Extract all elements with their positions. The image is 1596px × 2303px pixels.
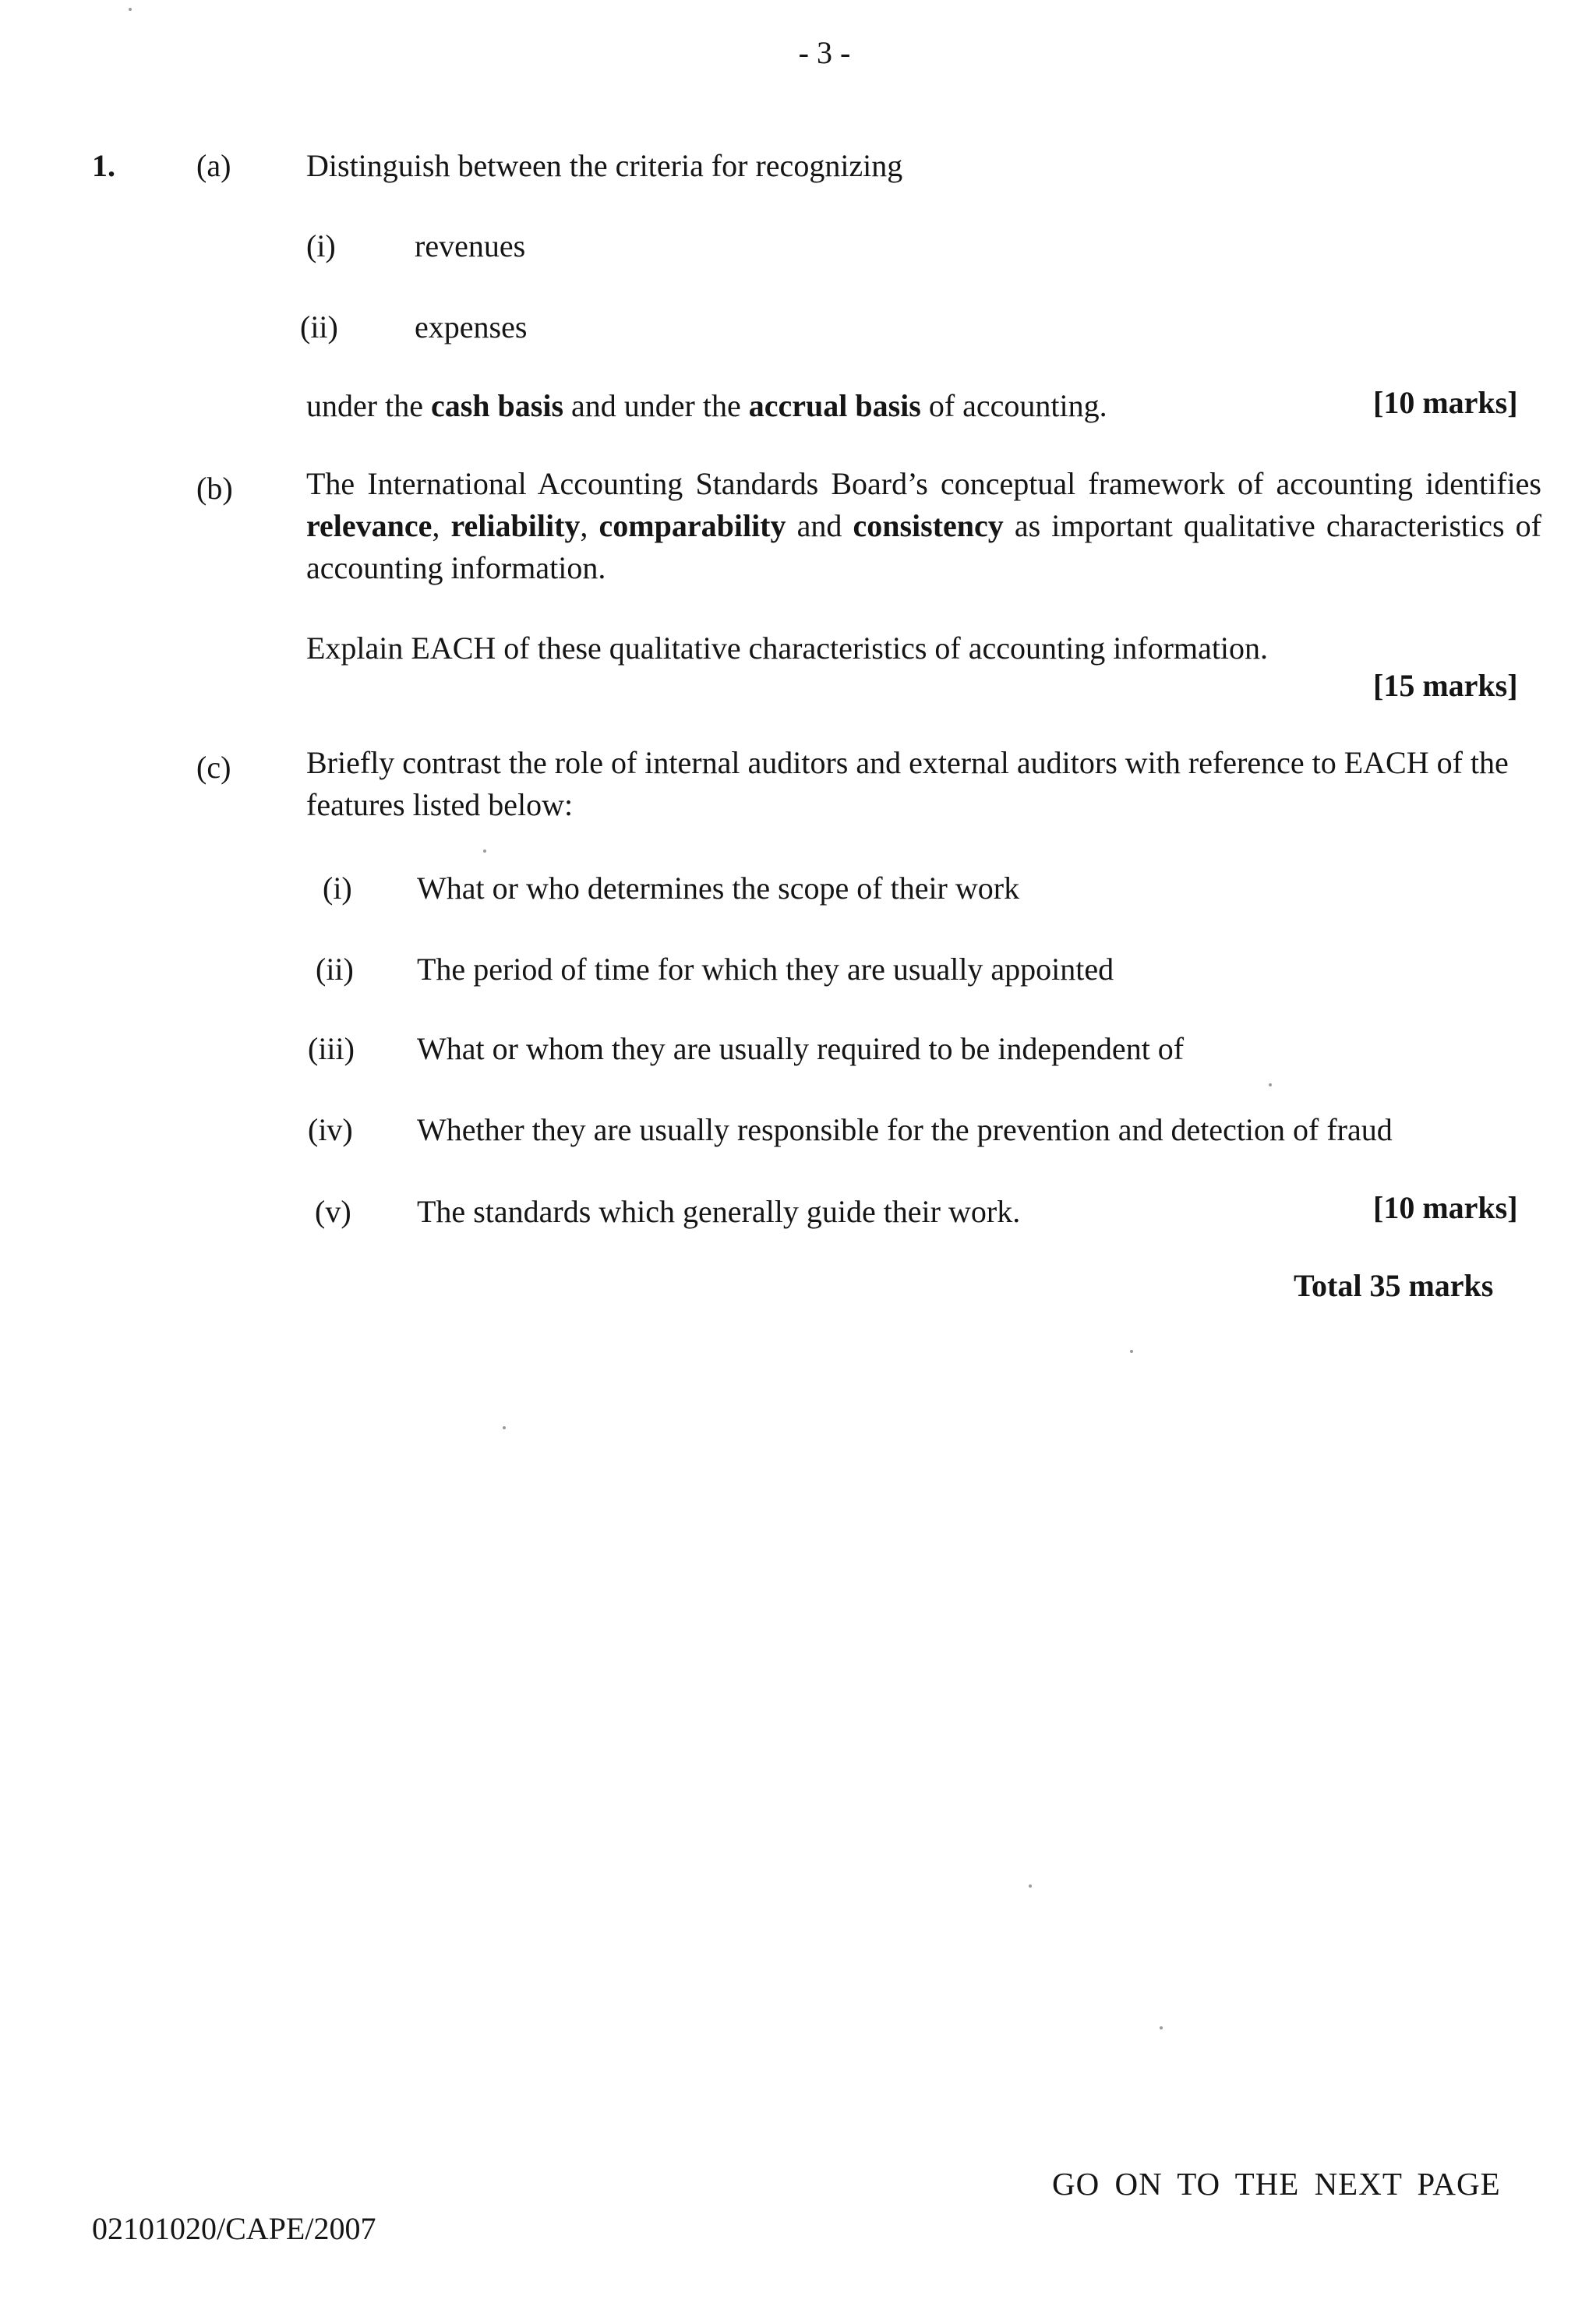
question-number: 1. xyxy=(92,148,115,183)
part-b-marks: [15 marks] xyxy=(1373,668,1518,703)
part-b-instruction: Explain EACH of these qualitative characteristics of accounting information. xyxy=(306,630,1269,666)
part-a-conclusion xyxy=(306,390,1107,422)
part-c-item-num: (ii) xyxy=(316,952,354,987)
part-a-item-num: (ii) xyxy=(300,309,338,344)
scan-speck xyxy=(1130,1350,1133,1353)
part-c-stem: Briefly contrast the role of internal auditors and external auditors with reference to EACH of the features listed below: xyxy=(306,745,1509,822)
scan-speck xyxy=(503,1426,506,1429)
paper-code: 02101020/CAPE/2007 xyxy=(92,2211,376,2246)
part-c-item-num: (i) xyxy=(323,871,352,906)
go-on-notice: GO ON TO THE NEXT PAGE xyxy=(1052,2166,1501,2202)
text-run: and xyxy=(786,508,853,543)
part-c-item-num: (v) xyxy=(315,1194,351,1229)
part-a-label: (a) xyxy=(196,148,231,183)
part-b-paragraph xyxy=(306,463,1541,589)
scan-speck xyxy=(129,8,132,11)
bold-term: accrual basis xyxy=(748,388,921,423)
scan-speck xyxy=(1160,2026,1163,2029)
part-c-item-text: Whether they are usually responsible for the prevention and detection of fraud xyxy=(417,1112,1393,1147)
text-run: as important qualitative characteristics of accounting information. xyxy=(306,508,1541,585)
scan-speck xyxy=(1269,1083,1272,1086)
page-number: - 3 - xyxy=(798,35,851,70)
scan-speck xyxy=(1029,1884,1032,1888)
part-c-item-text: What or whom they are usually required to be independent of xyxy=(417,1031,1185,1066)
text-run: under the xyxy=(306,388,431,423)
bold-term: reliability xyxy=(450,508,581,543)
text-run: The International Accounting Standards Board’s conceptual framework of accounting identifies xyxy=(306,466,1541,501)
part-a-stem: Distinguish between the criteria for recognizing xyxy=(306,148,903,183)
scan-speck xyxy=(483,849,486,853)
total-marks: Total 35 marks xyxy=(1294,1268,1494,1303)
part-c-label: (c) xyxy=(196,750,231,785)
part-a-item-text: expenses xyxy=(415,309,528,344)
bold-term: comparability xyxy=(598,508,786,543)
bold-term: relevance xyxy=(306,508,433,543)
part-c-item-text: The period of time for which they are usually appointed xyxy=(417,952,1114,987)
text-run: and under the xyxy=(563,388,749,423)
text-run: of accounting. xyxy=(920,388,1107,423)
part-b-label: (b) xyxy=(196,471,233,506)
part-c-marks: [10 marks] xyxy=(1373,1190,1518,1225)
part-c-item-num: (iii) xyxy=(308,1031,355,1066)
part-a-marks: [10 marks] xyxy=(1373,385,1518,420)
part-a-item-num: (i) xyxy=(306,228,336,263)
bold-term: consistency xyxy=(853,508,1004,543)
text-run: , xyxy=(580,508,599,543)
part-c-item-text: The standards which generally guide their work. xyxy=(417,1194,1021,1229)
bold-term: cash basis xyxy=(430,388,564,423)
part-a-item-text: revenues xyxy=(415,228,526,263)
text-run: , xyxy=(432,508,451,543)
part-c-item-text: What or who determines the scope of their work xyxy=(417,871,1020,906)
part-c-item-num: (iv) xyxy=(308,1112,353,1147)
